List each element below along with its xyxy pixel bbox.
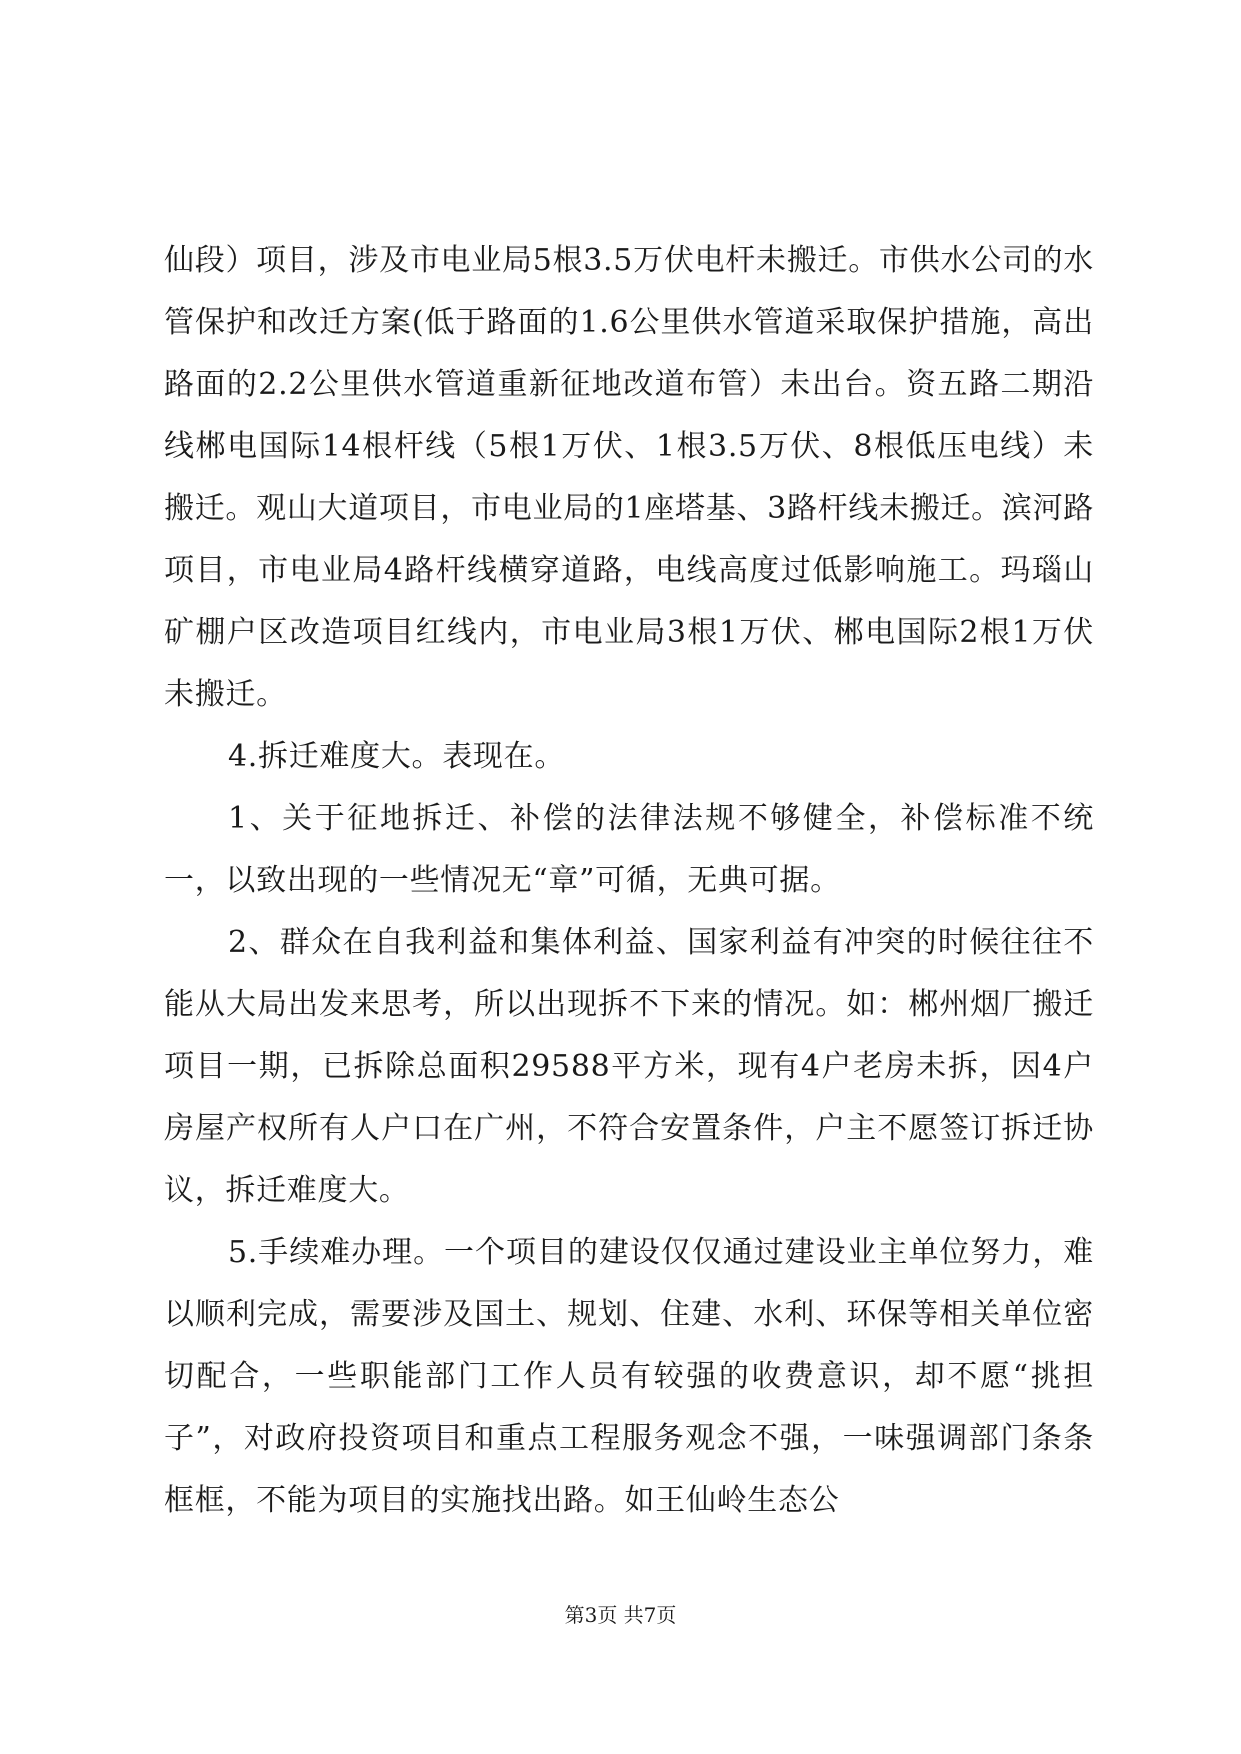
paragraph-subitem-1: 1、关于征地拆迁、补偿的法律法规不够健全，补偿标准不统一，以致出现的一些情况无“章”可循，无典可据。 [164, 801, 1094, 898]
paragraph-subitem-2: 2、群众在自我利益和集体利益、国家利益有冲突的时候往往不能从大局出发来思考，所以出现拆不下来的情况。如：郴州烟厂搬迁项目一期，已拆除总面积29588平方米，现有4户老房未拆，因4户房屋产权所有人户口在广州，不符合安置条件，户主不愿签订拆迁协议，拆迁难度大。 [164, 925, 1094, 1208]
page-number-footer: 第3页 共7页 [564, 1603, 677, 1627]
paragraph-item-5: 5.手续难办理。一个项目的建设仅仅通过建设业主单位努力，难以顺利完成，需要涉及国土、规划、住建、水利、环保等相关单位密切配合，一些职能部门工作人员有较强的收费意识，却不愿“挑担子”，对政府投资项目和重点工程服务观念不强，一味强调部门条条框框，不能为项目的实施找出路。如王仙岭生态公 [164, 1235, 1094, 1518]
paragraph-continuation: 仙段）项目，涉及市电业局5根3.5万伏电杆未搬迁。市供水公司的水管保护和改迁方案(低于路面的1.6公里供水管道采取保护措施，高出路面的2.2公里供水管道重新征地改道布管）未出台。资五路二期沿线郴电国际14根杆线（5根1万伏、1根3.5万伏、8根低压电线）未搬迁。观山大道项目，市电业局的1座塔基、3路杆线未搬迁。滨河路项目，市电业局4路杆线横穿道路，电线高度过低影响施工。玛瑙山矿棚户区改造项目红线内，市电业局3根1万伏、郴电国际2根1万伏未搬迁。 [164, 243, 1094, 712]
paragraph-item-4-heading: 4.拆迁难度大。表现在。 [228, 739, 566, 774]
document-body [164, 230, 1094, 1532]
